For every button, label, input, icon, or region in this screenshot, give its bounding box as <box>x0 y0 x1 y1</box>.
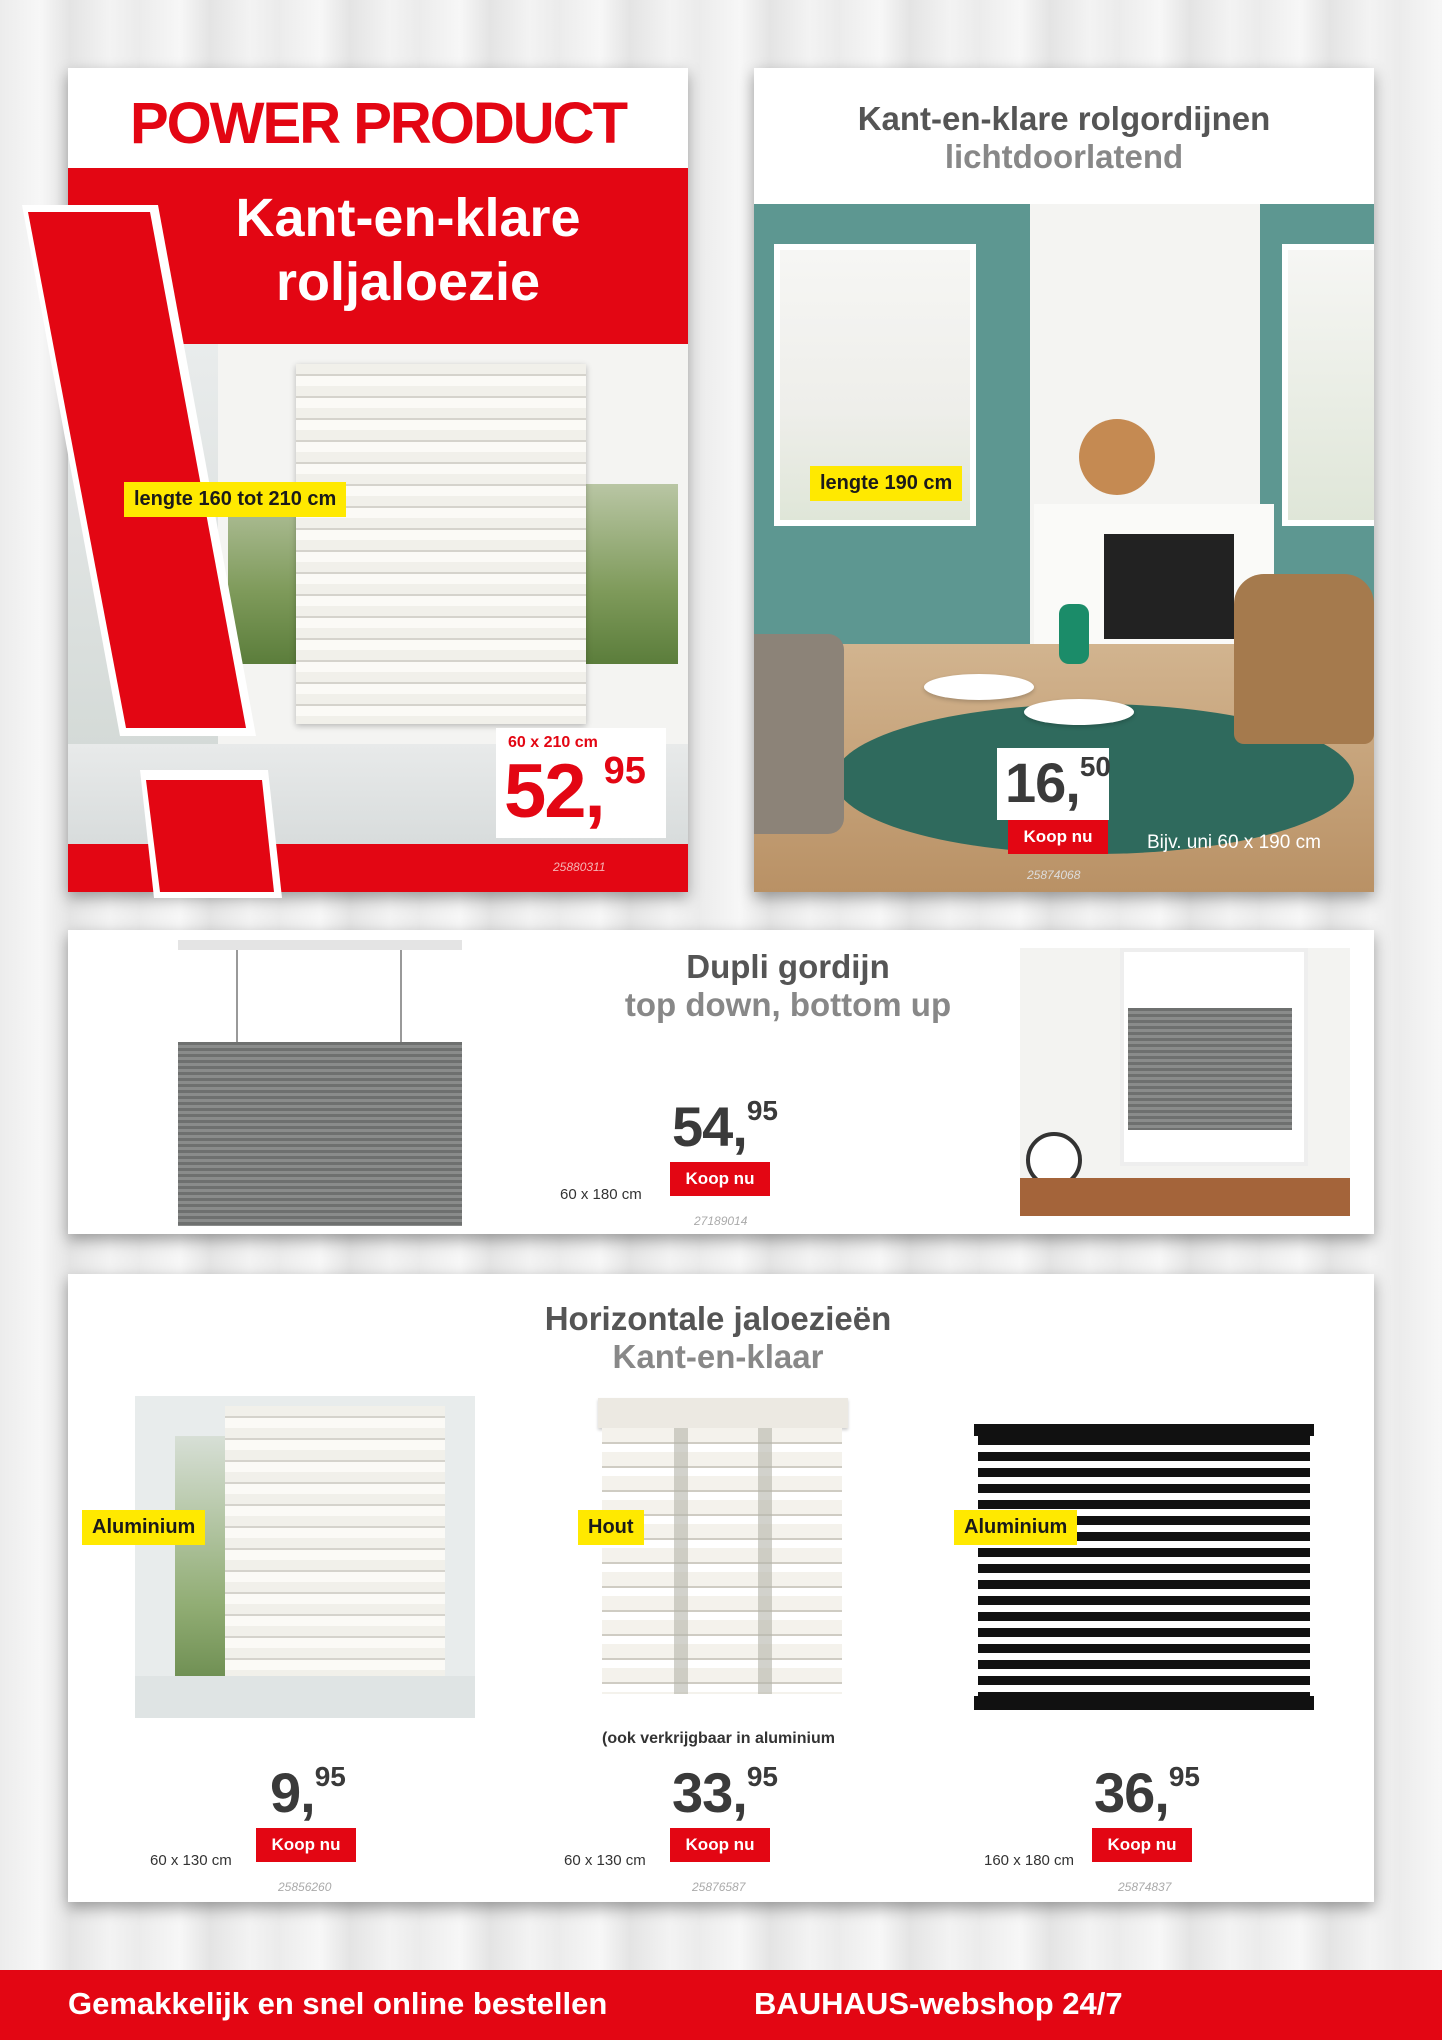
length-tag: lengte 160 tot 210 cm <box>124 482 346 517</box>
size-label: 60 x 180 cm <box>560 1186 642 1203</box>
price: 16,50 <box>1005 751 1112 814</box>
material-tag: Aluminium <box>954 1510 1077 1545</box>
price: 33,95 <box>672 1761 779 1824</box>
footer-bar <box>0 1970 1442 2040</box>
length-tag: lengte 190 cm <box>810 466 962 501</box>
price: 52,95 <box>504 749 646 834</box>
exclamation-icon <box>0 0 700 900</box>
article-number: 25874068 <box>1027 868 1081 882</box>
vase <box>1059 604 1089 664</box>
size-label: 60 x 130 cm <box>564 1852 646 1869</box>
black-blind-photo <box>974 1424 1314 1716</box>
koop-nu-button[interactable]: Koop nu <box>1092 1828 1192 1862</box>
dupli-room-photo <box>1020 948 1350 1216</box>
jaloezie-panel <box>68 1274 1374 1902</box>
koop-nu-button[interactable]: Koop nu <box>670 1828 770 1862</box>
sofa <box>754 634 844 834</box>
dupli-product-image <box>178 940 462 1226</box>
side-table <box>1024 699 1134 725</box>
price-size: 60 x 210 cm <box>508 734 598 751</box>
availability-note: (ook verkrijgbaar in aluminium <box>602 1730 835 1747</box>
price: 36,95 <box>1094 1761 1201 1824</box>
dining-table <box>1020 1178 1350 1216</box>
article-number: 25880311 <box>553 860 606 874</box>
article-number: 25876587 <box>692 1880 746 1894</box>
size-label: 60 x 130 cm <box>150 1852 232 1869</box>
wood-blind-photo <box>598 1398 848 1698</box>
jaloezie-title: Horizontale jaloezieën Kant-en-klaar <box>544 1300 892 1375</box>
footer-order-text: Gemakkelijk en snel online bestellen <box>68 1986 608 2021</box>
armchair <box>1234 574 1374 744</box>
coffee-table <box>924 674 1034 700</box>
footer-webshop-link[interactable]: BAUHAUS-webshop 24/7 <box>754 1986 1123 2021</box>
rolgordijn-title: Kant-en-klare rolgordijnen lichtdoorlatend <box>857 100 1271 175</box>
power-product-header: POWER PRODUCT <box>130 91 626 156</box>
size-label: Bijv. uni 60 x 190 cm <box>1147 832 1321 853</box>
price: 9,95 <box>270 1761 346 1824</box>
duplex-blind <box>1128 1008 1292 1130</box>
koop-nu-button[interactable]: Koop nu <box>1008 820 1108 854</box>
koop-nu-button[interactable]: Koop nu <box>256 1828 356 1862</box>
product-title: Kant-en-klare roljaloezie <box>235 188 581 312</box>
dupli-panel <box>68 930 1374 1234</box>
wall-plate <box>1079 419 1155 495</box>
koop-nu-button[interactable]: Koop nu <box>670 1162 770 1196</box>
price: 54,95 <box>672 1095 779 1158</box>
material-tag: Hout <box>578 1510 644 1545</box>
price-box <box>997 748 1112 820</box>
pleated-blind <box>178 1042 462 1226</box>
aluminium-blind-photo <box>135 1396 475 1718</box>
article-number: 27189014 <box>694 1214 748 1228</box>
material-tag: Aluminium <box>82 1510 205 1545</box>
size-label: 160 x 180 cm <box>984 1852 1075 1869</box>
article-number: 25874837 <box>1118 1880 1172 1894</box>
article-number: 25856260 <box>278 1880 332 1894</box>
window-right <box>1282 244 1374 526</box>
dupli-title: Dupli gordijn top down, bottom up <box>624 948 952 1023</box>
